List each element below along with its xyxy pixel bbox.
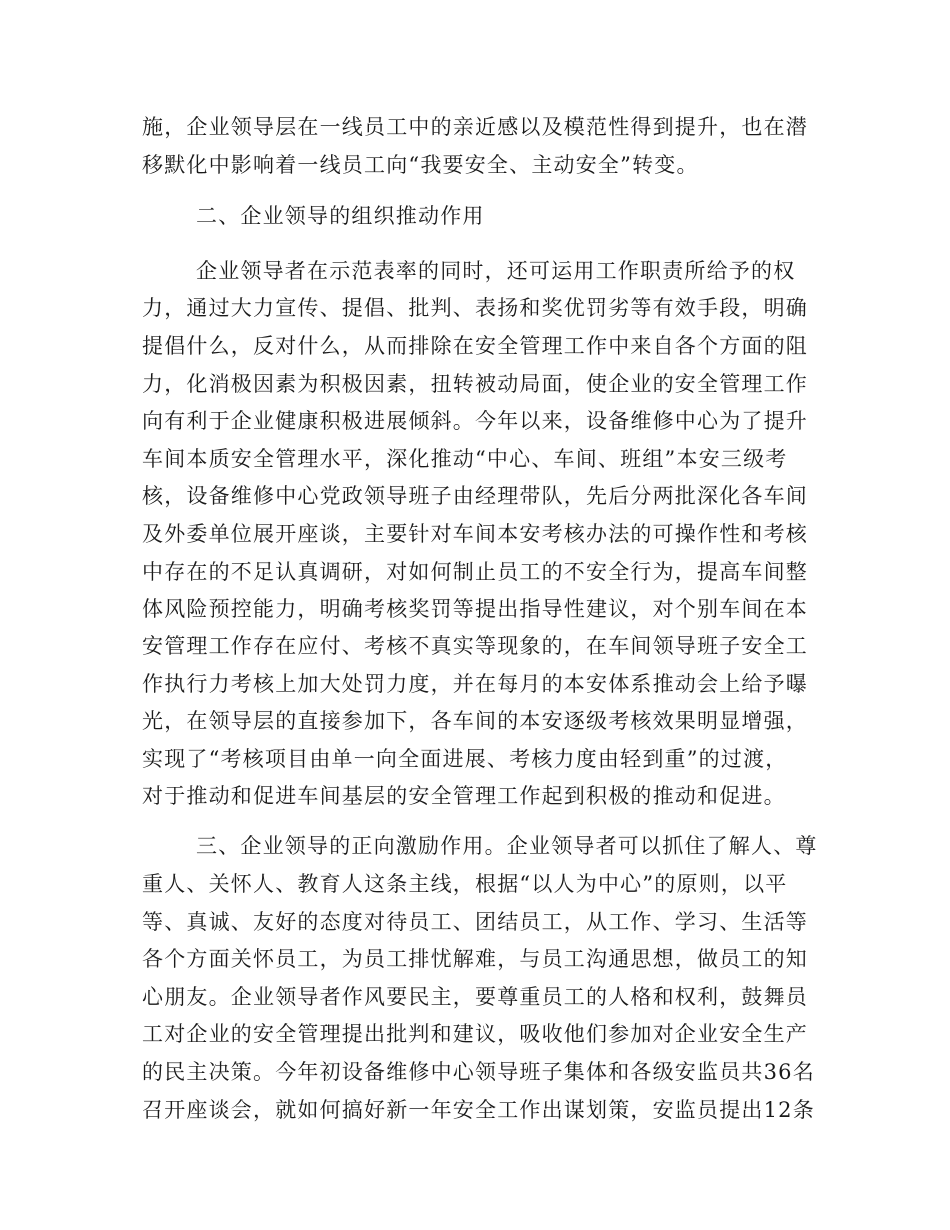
text-line: 施，企业领导层在一线员工中的亲近感以及模范性得到提升，也在潜 <box>142 115 808 139</box>
text-line: 工对企业的安全管理提出批判和建议，吸收他们参加对企业安全生产 <box>142 1022 808 1046</box>
text-line: 向有利于企业健康积极进展倾斜。今年以来，设备维修中心为了提升 <box>142 409 808 433</box>
text-line: 各个方面关怀员工，为员工排忧解难，与员工沟通思想，做员工的知 <box>142 947 808 971</box>
text-line: 的民主决策。今年初设备维修中心领导班子集体和各级安监员共36名 <box>142 1060 815 1084</box>
text-line: 中存在的不足认真调研，对如何制止员工的不安全行为，提高车间整 <box>142 560 808 584</box>
text-line: 召开座谈会，就如何搞好新一年安全工作出谋划策，安监员提出12条 <box>142 1098 815 1122</box>
text-line: 光，在领导层的直接参加下，各车间的本安逐级考核效果明显增强， <box>142 709 808 733</box>
text-line: 移默化中影响着一线员工向“我要安全、主动安全”转变。 <box>142 153 699 177</box>
text-line: 核，设备维修中心党政领导班子由经理带队，先后分两批深化各车间 <box>142 484 808 508</box>
section-heading: 二、企业领导的组织推动作用 <box>196 204 485 228</box>
text-line: 对于推动和促进车间基层的安全管理工作起到积极的推动和促进。 <box>142 784 786 808</box>
text-line: 力，通过大力宣传、提倡、批判、表扬和奖优罚劣等有效手段，明确 <box>142 296 808 320</box>
text-line: 体风险预控能力，明确考核奖罚等提出指导性建议，对个别车间在本 <box>142 597 808 621</box>
text-line: 提倡什么，反对什么，从而排除在安全管理工作中来自各个方面的阻 <box>142 334 808 358</box>
text-line: 心朋友。企业领导者作风要民主，要尊重员工的人格和权利，鼓舞员 <box>142 985 808 1009</box>
text-line: 等、真诚、友好的态度对待员工、团结员工，从工作、学习、生活等 <box>142 910 808 934</box>
text-line: 作执行力考核上加大处罚力度，并在每月的本安体系推动会上给予曝 <box>142 672 808 696</box>
text-line: 重人、关怀人、教育人这条主线，根据“以人为中心”的原则，以平 <box>142 872 788 896</box>
section-heading: 三、企业领导的正向激励作用。企业领导者可以抓住了解人、尊 <box>196 834 818 858</box>
text-line: 实现了“考核项目由单一向全面进展、考核力度由轻到重”的过渡， <box>142 747 788 771</box>
text-line: 及外委单位展开座谈，主要针对车间本安考核办法的可操作性和考核 <box>142 522 808 546</box>
text-line: 安管理工作存在应付、考核不真实等现象的，在车间领导班子安全工 <box>142 634 808 658</box>
text-line: 企业领导者在示范表率的同时，还可运用工作职责所给予的权 <box>196 259 796 283</box>
text-line: 力，化消极因素为积极因素，扭转被动局面，使企业的安全管理工作 <box>142 372 808 396</box>
text-line: 车间本质安全管理水平，深化推动“中心、车间、班组”本安三级考 <box>142 447 788 471</box>
